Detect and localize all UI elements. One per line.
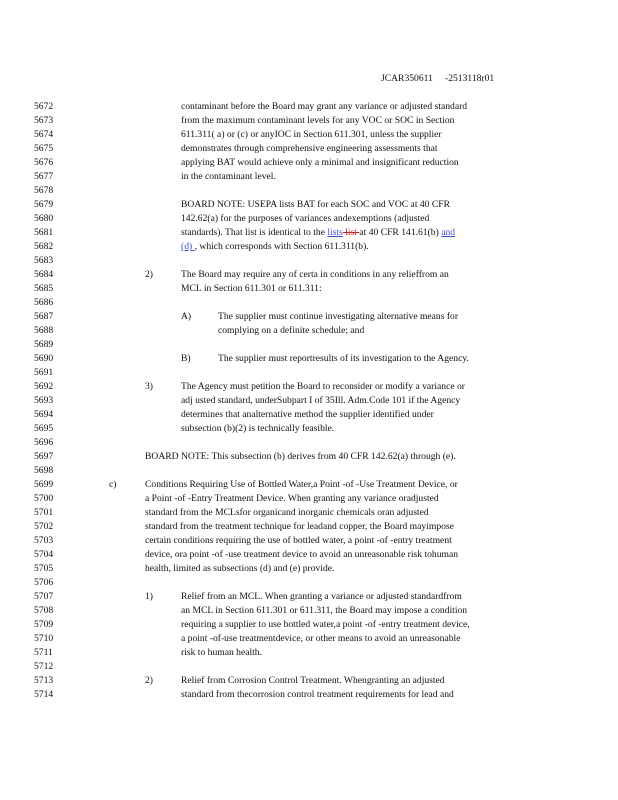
- text-line: [0, 437, 618, 450]
- text-line: [0, 451, 618, 464]
- text-line: [0, 689, 618, 702]
- line-number: 5674: [34, 129, 54, 140]
- text-run: at 40 CFR 141.61(b): [359, 227, 442, 238]
- text-line: [0, 675, 618, 688]
- line-text: complying on a definite schedule; and: [218, 325, 365, 336]
- text-line: [0, 213, 618, 226]
- text-line: [0, 381, 618, 394]
- line-number: 5690: [34, 353, 54, 364]
- line-text: BOARD NOTE: USEPA lists BAT for each SOC and VOC at 40 CFR: [181, 199, 451, 210]
- text-line: [0, 535, 618, 548]
- text-line: [0, 353, 618, 366]
- text-line: [0, 311, 618, 324]
- text-line: [0, 493, 618, 506]
- line-number: 5696: [34, 437, 54, 448]
- text-line: [0, 227, 618, 240]
- line-number: 5700: [34, 493, 54, 504]
- line-number: 5707: [34, 591, 54, 602]
- text-line: [0, 255, 618, 268]
- header-doc-code: JCAR350611: [381, 73, 433, 84]
- line-number: 5698: [34, 465, 54, 476]
- text-line: [0, 479, 618, 492]
- line-text: 142.62(a) for the purposes of variances andexemptions (adjusted: [181, 213, 430, 224]
- line-number: 5682: [34, 241, 54, 252]
- line-text: contaminant before the Board may grant any variance or adjusted standard: [181, 101, 468, 112]
- text-line: [0, 115, 618, 128]
- line-number: 5706: [34, 577, 54, 588]
- deleted-text: list: [342, 227, 360, 238]
- line-number: 5685: [34, 283, 54, 294]
- line-text: BOARD NOTE: This subsection (b) derives from 40 CFR 142.62(a) through (e).: [145, 451, 456, 462]
- text-line: [0, 199, 618, 212]
- line-text: from the maximum contaminant levels for any VOC or SOC in Section: [181, 115, 455, 126]
- item-label: 1): [145, 591, 153, 602]
- text-line: [0, 549, 618, 562]
- text-line: [0, 633, 618, 646]
- line-text: demonstrates through comprehensive engineering assessments that: [181, 143, 438, 154]
- text-line: [0, 563, 618, 576]
- line-text: 611.311( a) or (c) or anyIOC in Section 611.301, unless the supplier: [181, 129, 442, 140]
- item-label: B): [181, 353, 191, 364]
- line-text: The Agency must petition the Board to reconsider or modify a variance or: [181, 381, 465, 392]
- line-number: 5703: [34, 535, 54, 546]
- line-number: 5688: [34, 325, 54, 336]
- line-text: in the contaminant level.: [181, 171, 276, 182]
- text-line: [0, 143, 618, 156]
- text-line: [0, 283, 618, 296]
- text-line: [0, 409, 618, 422]
- line-text: a Point -of -Entry Treatment Device. When granting any variance oradjusted: [145, 493, 439, 504]
- text-line: [0, 507, 618, 520]
- line-text: standard from thecorrosion control treatment requirements for lead and: [181, 689, 454, 700]
- text-run: standards). That list is identical to the: [181, 227, 328, 238]
- text-line: [0, 367, 618, 380]
- header-version: -2513118r01: [445, 73, 495, 84]
- line-text: standard from the treatment technique for leadand copper, the Board mayimpose: [145, 521, 454, 532]
- line-number: 5678: [34, 185, 54, 196]
- line-text: requiring a supplier to use bottled water,a point -of -entry treatment device,: [181, 619, 470, 630]
- item-label: 2): [145, 269, 153, 280]
- line-number: 5714: [34, 689, 54, 700]
- line-number: 5705: [34, 563, 54, 574]
- line-text: Conditions Requiring Use of Bottled Water,a Point -of -Use Treatment Device, or: [145, 479, 458, 490]
- line-text: [181, 241, 369, 252]
- line-number: 5681: [34, 227, 54, 238]
- line-number: 5697: [34, 451, 54, 462]
- text-line: [0, 577, 618, 590]
- line-text: adj usted standard, underSubpart I of 35Ill. Adm.Code 101 if the Agency: [181, 395, 461, 406]
- text-line: [0, 185, 618, 198]
- line-number: 5694: [34, 409, 54, 420]
- line-number: 5702: [34, 521, 54, 532]
- text-line: [0, 269, 618, 282]
- line-number: 5711: [34, 647, 53, 658]
- item-label: c): [109, 479, 117, 490]
- text-line: [0, 297, 618, 310]
- line-text: MCL in Section 611.301 or 611.311:: [181, 283, 322, 294]
- line-text: applying BAT would achieve only a minimal and insignificant reduction: [181, 157, 459, 168]
- inserted-text: lists: [327, 227, 343, 238]
- line-text: The supplier must continue investigating alternative means for: [218, 311, 459, 322]
- line-text: an MCL in Section 611.301 or 611.311, the Board may impose a condition: [181, 605, 468, 616]
- line-text: Relief from an MCL. When granting a variance or adjusted standardfrom: [181, 591, 462, 602]
- text-line: [0, 171, 618, 184]
- line-number: 5672: [34, 101, 54, 112]
- line-number: 5713: [34, 675, 54, 686]
- line-text: determines that analternative method the supplier identified under: [181, 409, 434, 420]
- line-text: certain conditions requiring the use of bottled water, a point -of -entry treatment: [145, 535, 452, 546]
- text-line: [0, 101, 618, 114]
- line-text: Relief from Corrosion Control Treatment. Whengranting an adjusted: [181, 675, 445, 686]
- text-line: [0, 325, 618, 338]
- inserted-text: (d): [181, 241, 195, 252]
- inserted-text: and: [441, 227, 456, 238]
- line-text: a point -of-use treatmentdevice, or other means to avoid an unreasonable: [181, 633, 461, 644]
- text-line: [0, 521, 618, 534]
- text-line: [0, 241, 618, 254]
- text-line: [0, 465, 618, 478]
- line-number: 5704: [34, 549, 54, 560]
- line-text: The Board may require any of certa in conditions in any relieffrom an: [181, 269, 449, 280]
- line-number: 5689: [34, 339, 54, 350]
- line-text: device, ora point -of -use treatment device to avoid an unreasonable risk tohuman: [145, 549, 459, 560]
- text-line: [0, 647, 618, 660]
- line-number: 5676: [34, 157, 54, 168]
- line-number: 5701: [34, 507, 54, 518]
- line-text: [181, 227, 455, 238]
- text-line: [0, 395, 618, 408]
- text-line: [0, 423, 618, 436]
- line-number: 5692: [34, 381, 54, 392]
- line-text: The supplier must reportresults of its investigation to the Agency.: [218, 353, 469, 364]
- item-label: 3): [145, 381, 153, 392]
- line-number: 5680: [34, 213, 54, 224]
- line-number: 5691: [34, 367, 54, 378]
- item-label: 2): [145, 675, 153, 686]
- text-run: , which corresponds with Section 611.311(b).: [194, 241, 369, 252]
- line-number: 5683: [34, 255, 54, 266]
- text-line: [0, 619, 618, 632]
- line-number: 5708: [34, 605, 54, 616]
- text-line: [0, 129, 618, 142]
- line-number: 5687: [34, 311, 54, 322]
- line-text: standard from the MCLsfor organicand inorganic chemicals oran adjusted: [145, 507, 429, 518]
- text-line: [0, 157, 618, 170]
- line-number: 5686: [34, 297, 54, 308]
- text-line: [0, 591, 618, 604]
- line-number: 5679: [34, 199, 54, 210]
- line-text: health, limited as subsections (d) and (e) provide.: [145, 563, 335, 574]
- text-line: [0, 661, 618, 674]
- line-number: 5712: [34, 661, 54, 672]
- line-number: 5709: [34, 619, 54, 630]
- line-number: 5693: [34, 395, 54, 406]
- line-number: 5695: [34, 423, 54, 434]
- line-number: 5699: [34, 479, 54, 490]
- line-number: 5684: [34, 269, 54, 280]
- item-label: A): [181, 311, 192, 322]
- line-number: 5710: [34, 633, 54, 644]
- line-number: 5677: [34, 171, 54, 182]
- text-line: [0, 339, 618, 352]
- line-text: subsection (b)(2) is technically feasible.: [181, 423, 335, 434]
- line-number: 5673: [34, 115, 54, 126]
- line-text: risk to human health.: [181, 647, 262, 658]
- line-number: 5675: [34, 143, 54, 154]
- text-line: [0, 605, 618, 618]
